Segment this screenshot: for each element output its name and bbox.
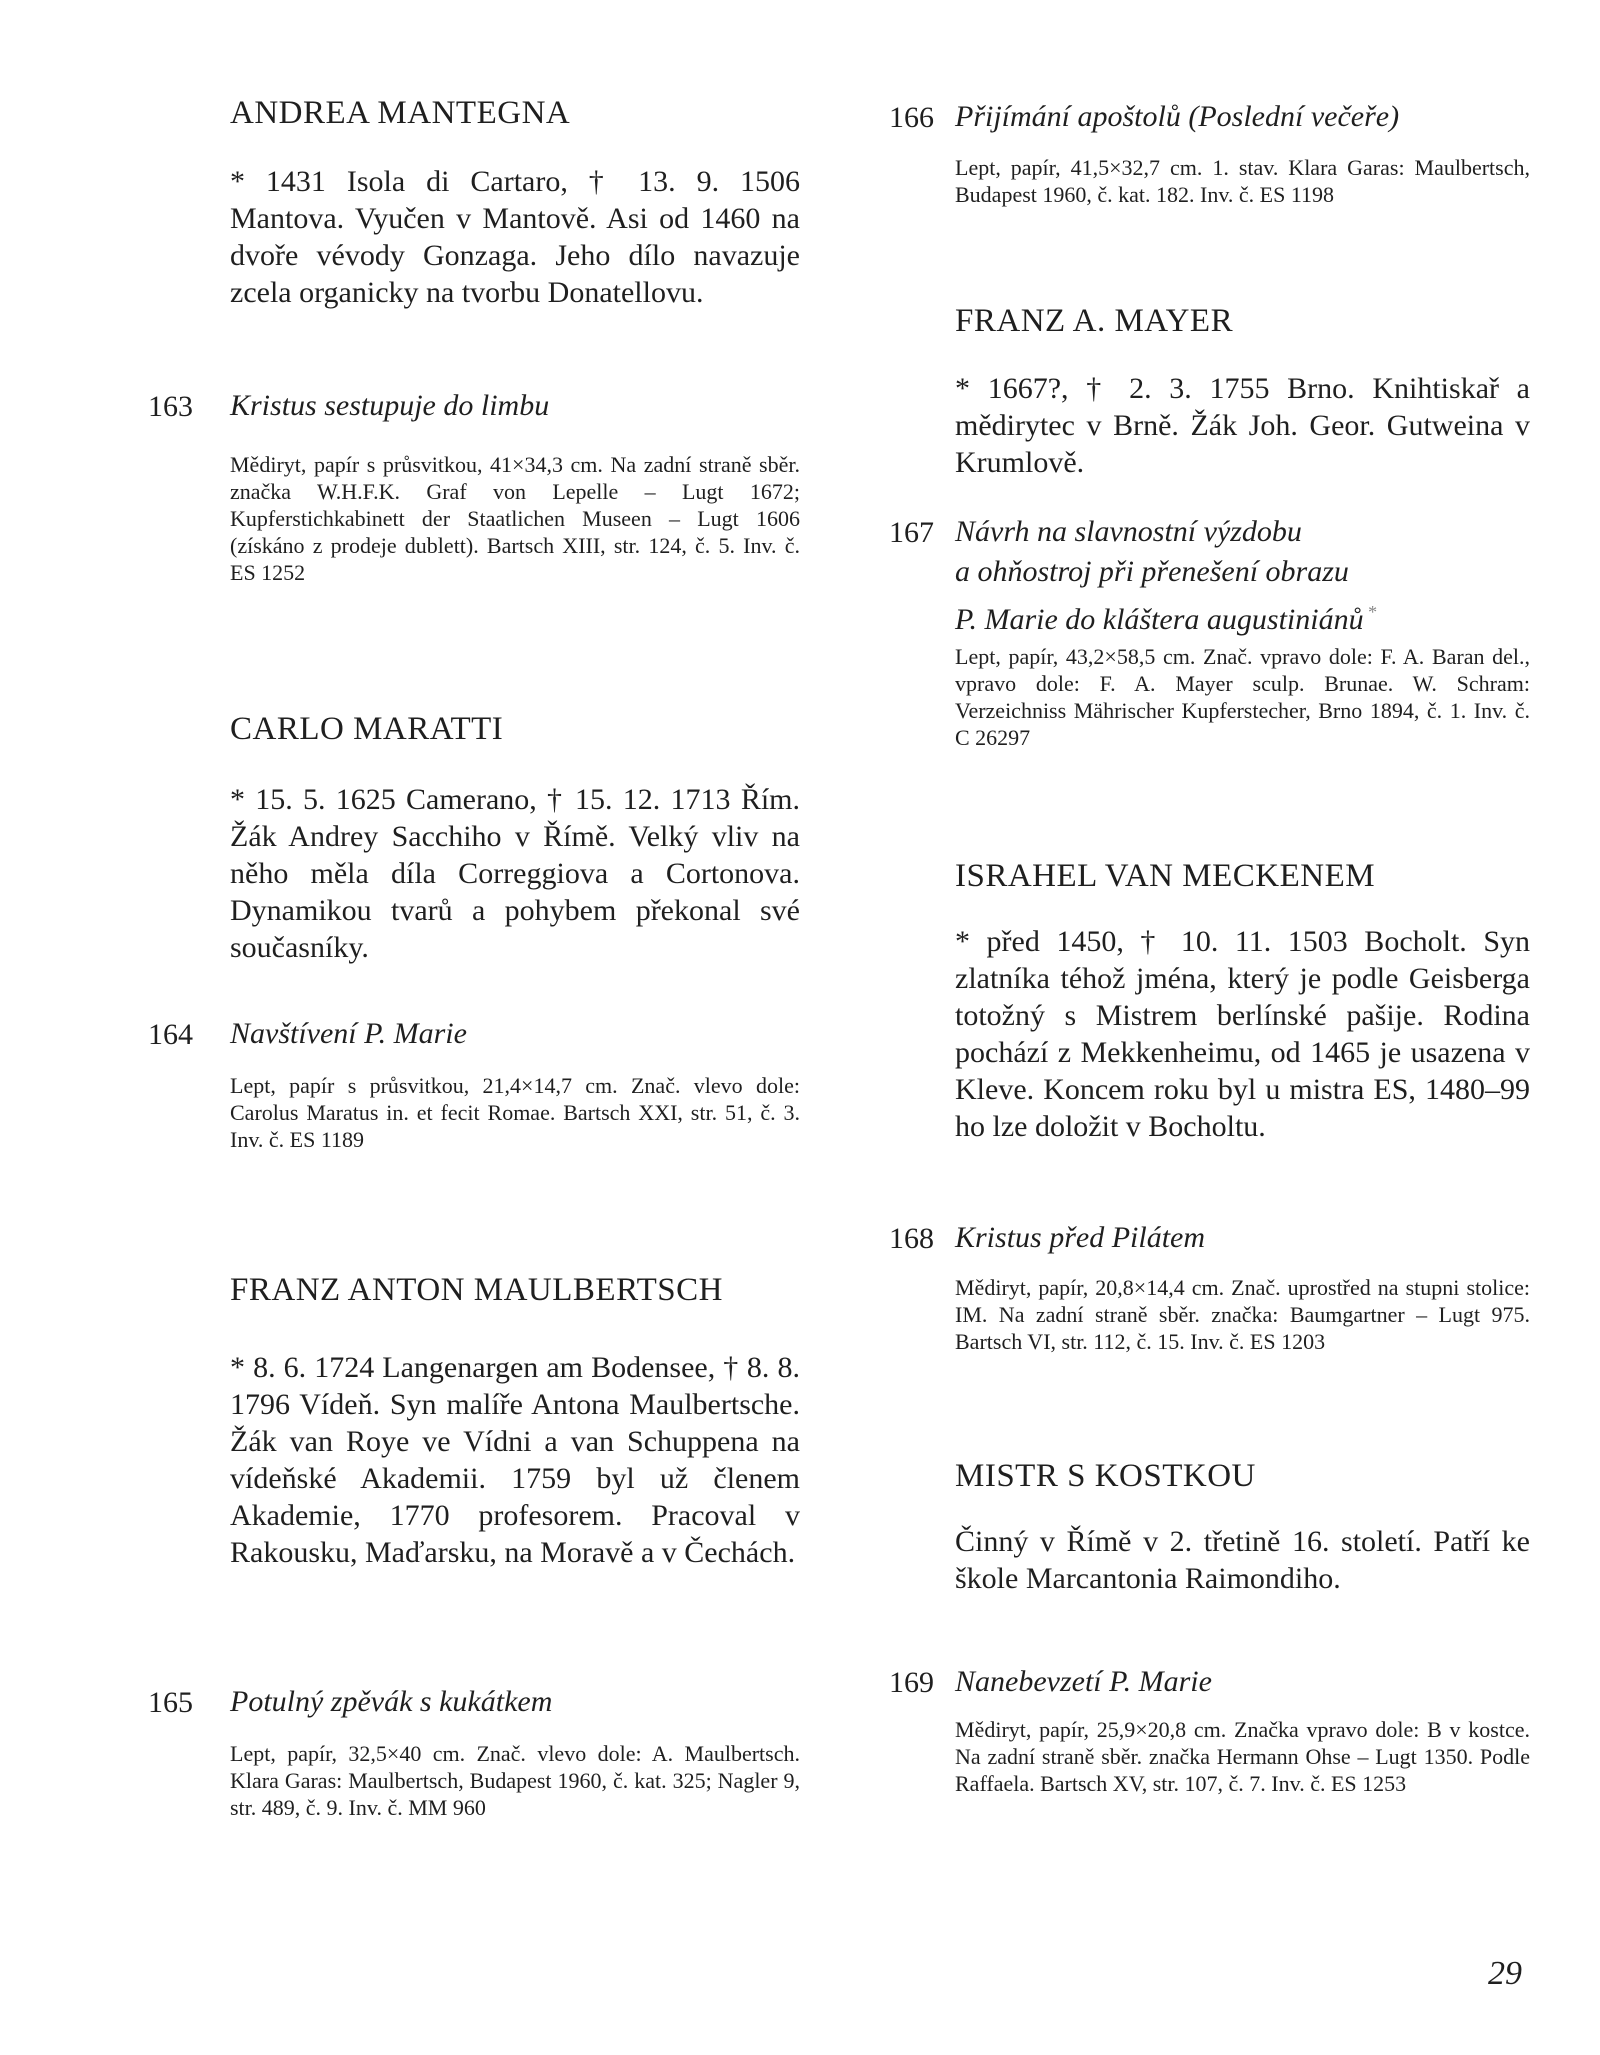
artist-heading-mayer: FRANZ A. MAYER xyxy=(955,303,1234,339)
entry-description-164: Lept, papír s průsvitkou, 21,4×14,7 cm. Znač. vlevo dole: Carolus Maratus in. et fecit Romae. Bartsch XXI, str. 51, č. 3. Inv. č. ES 1189 xyxy=(230,1073,800,1152)
entry-description-168: Mědiryt, papír, 20,8×14,4 cm. Znač. uprostřed na stupni stolice: IM. Na zadní straně sběr. značka: Baumgartner – Lugt 975. Bartsch VI, str. 112, č. 15. Inv. č. ES 1203 xyxy=(955,1275,1530,1354)
artist-bio-mantegna: * 1431 Isola di Cartaro, † 13. 9. 1506 Mantova. Vyučen v Mantově. Asi od 1460 na dvoře vévody Gonzaga. Jeho dílo navazuje zcela organicky na tvorbu Donatellovu. xyxy=(230,165,800,309)
entry-title-166: Přijímání apoštolů (Poslední večeře) xyxy=(955,100,1400,133)
artist-heading-kostka: MISTR S KOSTKOU xyxy=(955,1458,1256,1494)
asterisk-mark: * xyxy=(1363,602,1378,622)
entry-description-165: Lept, papír, 32,5×40 cm. Znač. vlevo dole: A. Maulbertsch. Klara Garas: Maulbertsch, Budapest 1960, č. kat. 325; Nagler 9, str. 489, č. 9. Inv. č. MM 960 xyxy=(230,1741,800,1820)
entry-number-166: 166 xyxy=(889,101,934,134)
entry-number-165: 165 xyxy=(148,1686,193,1719)
entry-description-167: Lept, papír, 43,2×58,5 cm. Znač. vpravo dole: F. A. Baran del., vpravo dole: F. A. Mayer sculp. Brunae. W. Schram: Verzeichniss Mährischer Kupferstecher, Brno 1894, č. 1. Inv. č. C 26297 xyxy=(955,644,1530,750)
entry-title-167-line3: P. Marie do kláštera augustiniánů * xyxy=(955,602,1378,636)
entry-description-163: Mědiryt, papír s průsvitkou, 41×34,3 cm. Na zadní straně sběr. značka W.H.F.K. Graf von Lepelle – Lugt 1672; Kupferstichkabinett der Staatlichen Museen – Lugt 1606 (získáno z prodeje dublett). Bartsch XIII, str. 124, č. 5. Inv. č. ES 1252 xyxy=(230,452,800,585)
entry-number-163: 163 xyxy=(148,390,193,423)
artist-bio-kostka: Činný v Římě v 2. třetině 16. století. Patří ke škole Marcantonia Raimondiho. xyxy=(955,1525,1530,1595)
artist-bio-maulbertsch: * 8. 6. 1724 Langenargen am Bodensee, † 8. 8. 1796 Vídeň. Syn malíře Antona Maulbertsche. Žák van Roye ve Vídni a van Schuppena na vídeňské Akademii. 1759 byl už členem Akademie, 1770 profesorem. Pracoval v Rakousku, Maďarsku, na Moravě a v Čechách. xyxy=(230,1351,800,1569)
entry-description-166: Lept, papír, 41,5×32,7 cm. 1. stav. Klara Garas: Maulbertsch, Budapest 1960, č. kat. 182. Inv. č. ES 1198 xyxy=(955,155,1530,207)
entry-number-169: 169 xyxy=(889,1666,934,1699)
artist-heading-meckenem: ISRAHEL VAN MECKENEM xyxy=(955,858,1376,894)
entry-title-169: Nanebevzetí P. Marie xyxy=(955,1665,1212,1698)
entry-number-167: 167 xyxy=(889,516,934,549)
artist-bio-meckenem: * před 1450, † 10. 11. 1503 Bocholt. Syn zlatníka téhož jména, který je podle Geisberga totožný s Mistrem berlínské pašije. Rodina pochází z Mekkenheimu, od 1465 je usazena v Kleve. Koncem roku byl u mistra ES, 1480–99 ho lze doložit v Bocholtu. xyxy=(955,925,1530,1143)
entry-title-167-line1: Návrh na slavnostní výzdobu xyxy=(955,515,1302,548)
entry-number-168: 168 xyxy=(889,1222,934,1255)
artist-bio-mayer: * 1667?, † 2. 3. 1755 Brno. Knihtiskař a mědirytec v Brně. Žák Joh. Geor. Gutweina v Krumlově. xyxy=(955,372,1530,479)
entry-description-169: Mědiryt, papír, 25,9×20,8 cm. Značka vpravo dole: B v kostce. Na zadní straně sběr. značka Hermann Ohse – Lugt 1350. Podle Raffaela. Bartsch XV, str. 107, č. 7. Inv. č. ES 1253 xyxy=(955,1717,1530,1796)
artist-heading-maulbertsch: FRANZ ANTON MAULBERTSCH xyxy=(230,1272,723,1308)
entry-number-164: 164 xyxy=(148,1018,193,1051)
entry-title-163: Kristus sestupuje do limbu xyxy=(230,389,550,422)
artist-heading-mantegna: ANDREA MANTEGNA xyxy=(230,95,571,131)
entry-title-167-line2: a ohňostroj při přenešení obrazu xyxy=(955,555,1349,588)
artist-heading-maratti: CARLO MARATTI xyxy=(230,711,504,747)
entry-title-164: Navštívení P. Marie xyxy=(230,1017,467,1050)
artist-bio-maratti: * 15. 5. 1625 Camerano, † 15. 12. 1713 Řím. Žák Andrey Sacchiho v Římě. Velký vliv na něho měla díla Correggiova a Cortonova. Dynamikou tvarů a pohybem překonal své současníky. xyxy=(230,783,800,964)
page-number: 29 xyxy=(1488,1955,1522,1992)
entry-title-165: Potulný zpěvák s kukátkem xyxy=(230,1685,553,1718)
entry-title-168: Kristus před Pilátem xyxy=(955,1221,1206,1254)
